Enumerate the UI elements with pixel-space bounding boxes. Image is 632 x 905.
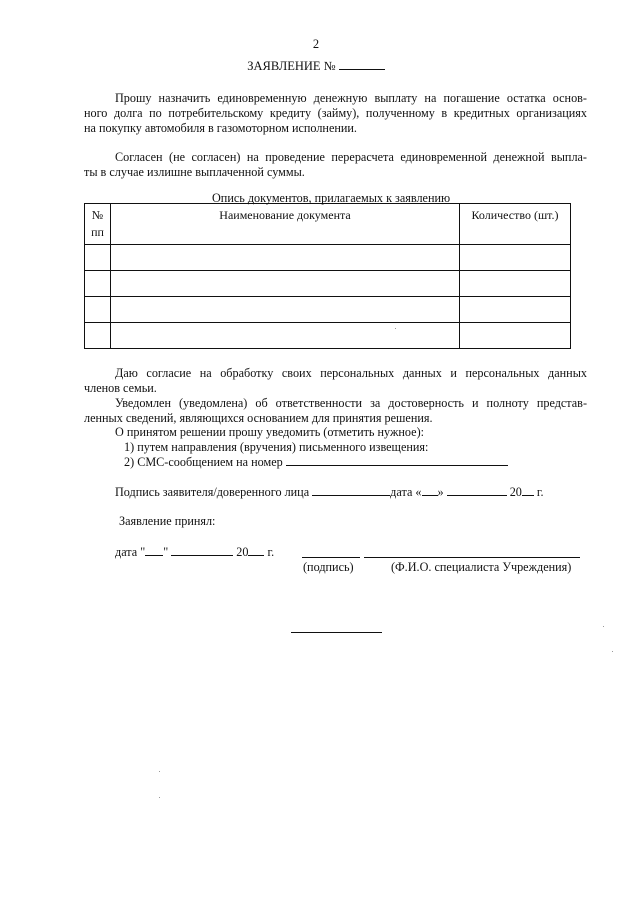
recalc-line-1: Согласен (не согласен) на проведение перерасчета единовременной денежной выпла- bbox=[115, 150, 587, 164]
personal-data-line-1: Даю согласие на обработку своих персональных данных и персональных данных bbox=[115, 366, 587, 380]
scan-speck bbox=[603, 626, 604, 627]
specialist-name-caption: (Ф.И.О. специалиста Учреждения) bbox=[391, 560, 572, 574]
applicant-month-blank[interactable] bbox=[447, 495, 507, 496]
acceptance-day-blank[interactable] bbox=[145, 555, 163, 556]
table-cell[interactable] bbox=[111, 297, 460, 323]
specialist-name-blank[interactable] bbox=[364, 557, 580, 558]
table-header-row bbox=[85, 204, 571, 245]
scan-speck bbox=[395, 328, 396, 329]
scan-speck bbox=[159, 771, 160, 772]
column-header-quantity: Количество (шт.) bbox=[460, 204, 571, 245]
table-row bbox=[85, 323, 571, 349]
acceptance-year-prefix: 20 bbox=[236, 545, 249, 559]
phone-number-blank[interactable] bbox=[286, 465, 508, 466]
table-cell[interactable] bbox=[111, 271, 460, 297]
page-number: 2 bbox=[312, 37, 320, 51]
inventory-table bbox=[84, 203, 571, 349]
application-number-blank bbox=[339, 69, 385, 70]
request-line-3: на покупку автомобиля в газомоторном исполнении. bbox=[84, 121, 357, 135]
scan-speck bbox=[159, 797, 160, 798]
table-cell[interactable] bbox=[85, 297, 111, 323]
acceptance-year-blank[interactable] bbox=[248, 555, 264, 556]
applicant-year-blank[interactable] bbox=[522, 495, 534, 496]
table-row bbox=[85, 245, 571, 271]
applicant-signature-blank[interactable] bbox=[312, 495, 390, 496]
recalc-line-2: ты в случае излишне выплаченной суммы. bbox=[84, 165, 305, 179]
table-cell[interactable] bbox=[85, 323, 111, 349]
applicant-signature-label: Подпись заявителя/доверенного лица bbox=[115, 485, 310, 499]
acceptance-month-blank[interactable] bbox=[171, 555, 233, 556]
request-line-1: Прошу назначить единовременную денежную выплату на погашение остатка основ- bbox=[115, 91, 587, 105]
table-cell[interactable] bbox=[111, 245, 460, 271]
applicant-year-suffix: г. bbox=[536, 485, 544, 499]
responsibility-line-2: ленных сведений, являющихся основанием для принятия решения. bbox=[84, 411, 433, 425]
table-cell[interactable] bbox=[85, 245, 111, 271]
table-cell[interactable] bbox=[460, 323, 571, 349]
table-cell[interactable] bbox=[460, 271, 571, 297]
applicant-year-prefix: 20 bbox=[509, 485, 522, 499]
acceptance-year-suffix: г. bbox=[267, 545, 275, 559]
closing-separator-line bbox=[291, 632, 382, 633]
title-text: ЗАЯВЛЕНИЕ № bbox=[247, 59, 336, 73]
accepted-label: Заявление принял: bbox=[119, 514, 216, 528]
table-cell[interactable] bbox=[460, 245, 571, 271]
table-cell[interactable] bbox=[111, 323, 460, 349]
applicant-date-quote: » bbox=[437, 485, 444, 499]
table-row bbox=[85, 271, 571, 297]
acceptance-date-label: дата " bbox=[115, 545, 146, 559]
acceptance-date-quote: " bbox=[163, 545, 169, 559]
table-cell[interactable] bbox=[85, 271, 111, 297]
table-row bbox=[85, 297, 571, 323]
inventory-caption: Опись документов, прилагаемых к заявлению bbox=[212, 191, 451, 205]
document-title bbox=[0, 59, 632, 74]
applicant-day-blank[interactable] bbox=[422, 495, 438, 496]
applicant-date-label: дата « bbox=[390, 485, 422, 499]
acceptance-date-row bbox=[115, 545, 274, 560]
applicant-signature-row bbox=[115, 485, 544, 500]
notify-option-sms[interactable]: 2) СМС-сообщением на номер bbox=[124, 455, 508, 470]
responsibility-line-1: Уведомлен (уведомлена) об ответственности за достоверность и полноту представ- bbox=[115, 396, 587, 410]
request-line-2: ного долга по потребительскому кредиту (займу), полученному в кредитных организациях bbox=[84, 106, 587, 120]
table-cell[interactable] bbox=[460, 297, 571, 323]
column-header-number: № пп bbox=[85, 204, 111, 245]
notify-option-letter[interactable]: 1) путем направления (вручения) письменного извещения: bbox=[124, 440, 429, 454]
column-header-document-name: Наименование документа bbox=[111, 204, 460, 245]
signature-caption: (подпись) bbox=[303, 560, 354, 574]
scan-speck bbox=[612, 651, 613, 652]
specialist-signature-blank[interactable] bbox=[302, 557, 360, 558]
notify-intro: О принятом решении прошу уведомить (отметить нужное): bbox=[115, 425, 425, 439]
personal-data-line-2: членов семьи. bbox=[84, 381, 157, 395]
